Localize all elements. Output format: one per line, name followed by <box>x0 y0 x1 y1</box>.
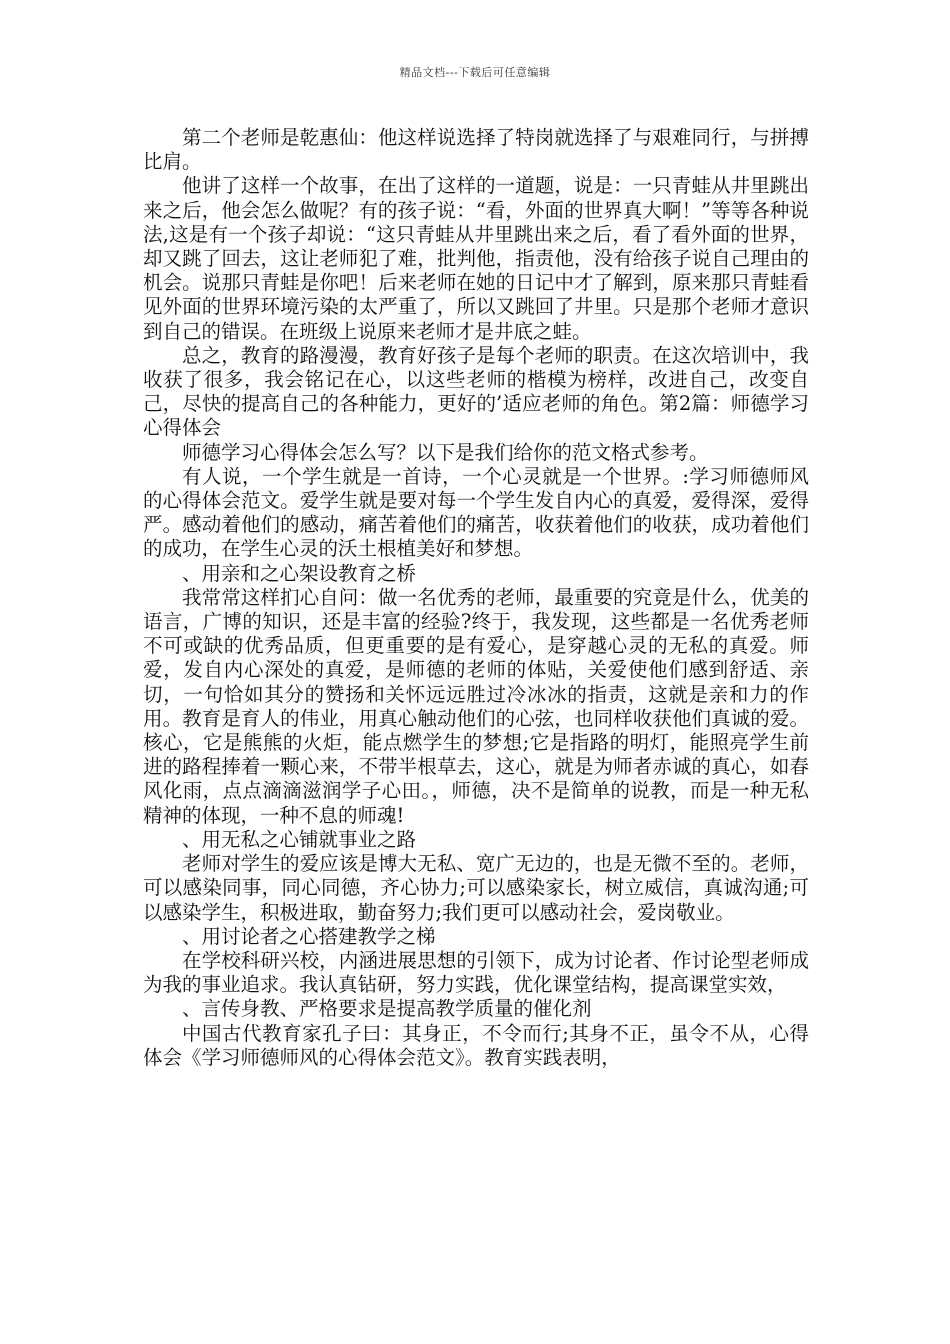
paragraph: 他讲了这样一个故事，在出了这样的一道题，说是：一只青蛙从井里跳出来之后，他会怎么做呢？有的孩子说：“看，外面的世界真大啊！”等等各种说法,这是有一个孩子却说：“这只青蛙从井里跳出来之后，看了看外面的世界，却又跳了回去，这让老师犯了难，批判他，指责他，没有给孩子说自己理由的机会。说那只青蛙是你吧！后来老师在她的日记中才了解到，原来那只青蛙看见外面的世界环境污染的太严重了，所以又跳回了井里。只是那个老师才意识到自己的错误。在班级上说原来老师才是井底之蛙。 <box>143 174 809 343</box>
section-heading: 、言传身教、严格要求是提高教学质量的催化剂 <box>182 997 592 1021</box>
paragraph: 第二个老师是乾惠仙：他这样说选择了特岗就选择了与艰难同行，与拼搏比肩。 <box>143 126 809 174</box>
page-header: 精品文档---下载后可任意编辑 <box>399 66 551 79</box>
paragraph: 总之，教育的路漫漫，教育好孩子是每个老师的职责。在这次培训中，我收获了很多，我会铭记在心，以这些老师的楷模为榜样，改进自己，改变自己，尽快的提高自己的各种能力，更好的’适应老师的角色。第2篇：师德学习心得体会 <box>143 343 809 440</box>
paragraph: 老师对学生的爱应该是博大无私、宽广无边的，也是无微不至的。老师，可以感染同事，同心同德，齐心协力;可以感染家长，树立威信，真诚沟通;可以感染学生，积极进取，勤奋努力;我们更可以感动社会，爱岗敬业。 <box>143 852 809 924</box>
paragraph: 在学校科研兴校，内涵进展思想的引领下，成为讨论者、作讨论型老师成为我的事业追求。我认真钻研，努力实践，优化课堂结构，提高课堂实效， <box>143 948 809 997</box>
section-heading: 、用无私之心铺就事业之路 <box>182 827 417 851</box>
section-heading: 、用讨论者之心搭建教学之梯 <box>182 924 436 948</box>
document-body <box>143 126 809 1070</box>
section-heading: 、用亲和之心架设教育之桥 <box>182 561 417 585</box>
paragraph: 有人说，一个学生就是一首诗，一个心灵就是一个世界。:学习师德师风的心得体会范文。爱学生就是要对每一个学生发自内心的真爱，爱得深，爱得严。感动着他们的感动，痛苦着他们的痛苦，收获着他们的收获，成功着他们的成功，在学生心灵的沃土根植美好和梦想。 <box>143 464 809 561</box>
paragraph: 师德学习心得体会怎么写？以下是我们给你的范文格式参考。 <box>182 440 709 464</box>
paragraph: 我常常这样扪心自问：做一名优秀的老师，最重要的究竟是什么，优美的语言，广博的知识，还是丰富的经验?终于，我发现，这些都是一名优秀老师不可或缺的优秀品质，但更重要的是有爱心，是穿越心灵的无私的真爱。师爱，发自内心深处的真爱，是师德的老师的体贴，关爱使他们感到舒适、亲切，一句恰如其分的赞扬和关怀远远胜过冷冰冰的指责，这就是亲和力的作用。教育是育人的伟业，用真心触动他们的心弦，也同样收获他们真诚的爱。核心，它是熊熊的火炬，能点燃学生的梦想;它是指路的明灯，能照亮学生前进的路程捧着一颗心来，不带半根草去，这心，就是为师者赤诚的真心，如春风化雨，点点滴滴滋润学子心田。，师德，决不是简单的说教，而是一种无私精神的体现，一种不息的师魂! <box>143 585 809 827</box>
paragraph: 中国古代教育家孔子曰：其身正，不令而行;其身不正，虽令不从，心得体会《学习师德师风的心得体会范文》。教育实践表明， <box>143 1021 809 1069</box>
